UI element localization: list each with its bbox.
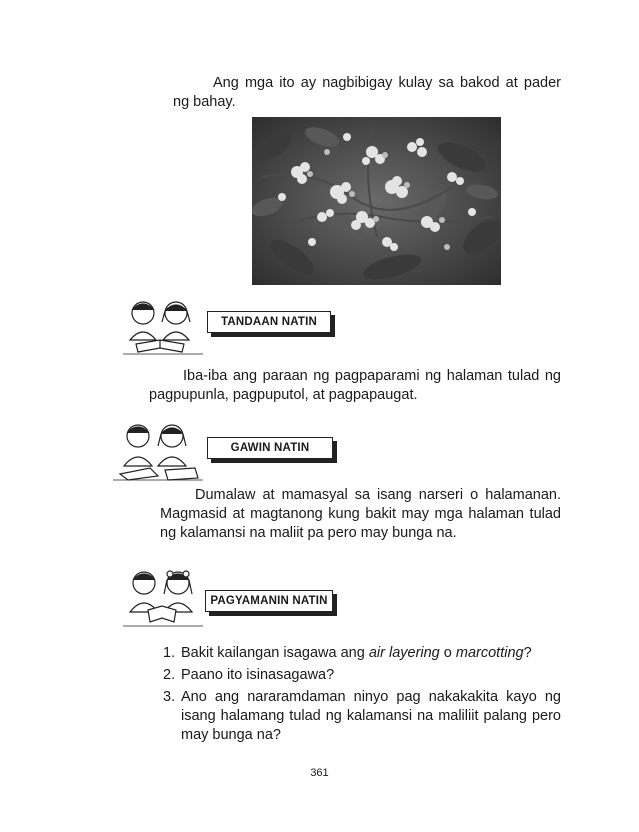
gawin-paragraph: Dumalaw at mamasyal sa isang narseri o halamanan. Magmasid at magtanong kung bakit may mga halaman tulad ng kalamansi na maliit pa pero may bunga na. <box>160 487 561 541</box>
children-studying-illustration <box>118 566 208 630</box>
children-reading-illustration <box>118 296 208 358</box>
gawin-natin-banner <box>207 437 337 463</box>
banner-label: PAGYAMANIN NATIN <box>210 595 328 607</box>
question-2 <box>163 666 561 685</box>
children-writing-illustration <box>110 420 206 482</box>
question-number: 1. <box>163 645 176 661</box>
tandaan-paragraph: Iba-iba ang paraan ng pagpaparami ng halaman tulad ng pagpupunla, pagpuputol, at pagpapaugat. <box>149 368 561 403</box>
tandaan-natin-banner <box>207 311 335 337</box>
banner-label: TANDAAN NATIN <box>220 316 318 328</box>
question-number: 2. <box>163 667 176 683</box>
question-1 <box>163 644 561 663</box>
question-3 <box>163 688 561 745</box>
question-text: Ano ang nararamdaman ninyo pag nakakakita kayo ng isang halamang tulad ng kalamansi na maliliit palang pero may bunga na? <box>181 689 561 743</box>
intro-paragraph: Ang mga ito ay nagbibigay kulay sa bakod at pader ng bahay. <box>173 75 561 110</box>
question-text: Paano ito isinasagawa? <box>181 667 335 683</box>
question-text: Bakit kailangan isagawa ang air layering o marcotting? <box>181 645 532 661</box>
flower-photo <box>252 117 501 285</box>
question-number: 3. <box>163 689 176 705</box>
pagyamanin-natin-banner <box>205 590 337 616</box>
page-number: 361 <box>310 767 329 779</box>
banner-label: GAWIN NATIN <box>230 442 310 454</box>
